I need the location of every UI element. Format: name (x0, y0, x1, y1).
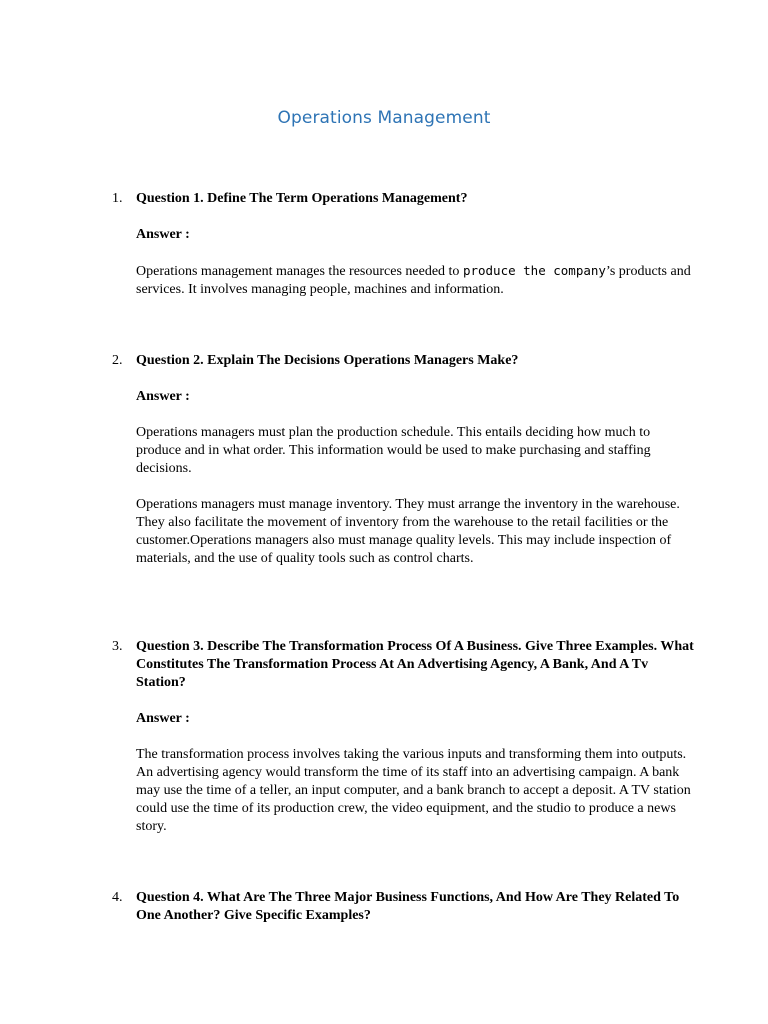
question-body (136, 638, 696, 836)
question-number: 2. (112, 353, 123, 368)
answer-text-end: ’s products and services. It involves managing people, machines and information. (136, 264, 691, 297)
question-body (136, 190, 696, 299)
question-body (136, 889, 696, 925)
question-number: 1. (112, 191, 123, 206)
answer-paragraph: Operations managers must manage inventory. They must arrange the inventory in the warehouse. They also facilitate the movement of inventory from the warehouse to the retail facilities or the customer.Operations managers also must manage quality levels. This may include inspection of materials, and the use of quality tools such as control charts. (136, 497, 680, 566)
question-title: Question 2. Explain The Decisions Operations Managers Make? (136, 353, 519, 368)
answer-paragraph: The transformation process involves taking the various inputs and transforming them into outputs. An advertising agency would transform the time of its staff into an advertising campaign. A bank may use the time of a teller, an input computer, and a bank branch to accept a deposit. A TV station could use the time of its production crew, the video equipment, and the studio to produce a news story. (136, 747, 691, 834)
question-title: Question 4. What Are The Three Major Business Functions, And How Are They Related To One Another? Give Specific Examples? (136, 890, 680, 923)
answer-label: Answer : (136, 389, 190, 404)
question-number: 3. (112, 639, 123, 654)
answer-text-start: Operations management manages the resources needed to (136, 264, 463, 279)
answer-text-mono: produce the company (462, 263, 606, 278)
answer-label: Answer : (136, 227, 190, 242)
answer-paragraph: Operations managers must plan the production schedule. This entails deciding how much to produce and in what order. This information would be used to make purchasing and staffing decisions. (136, 425, 651, 476)
answer-label: Answer : (136, 711, 190, 726)
question-title: Question 1. Define The Term Operations Management? (136, 191, 468, 206)
answer-paragraph (136, 262, 696, 299)
question-number: 4. (112, 890, 123, 905)
document-title: Operations Management (277, 108, 491, 128)
question-title: Question 3. Describe The Transformation Process Of A Business. Give Three Examples. What Constitutes The Transformation Process At An Advertising Agency, A Bank, And A Tv Station? (136, 639, 694, 690)
question-body (136, 352, 696, 568)
